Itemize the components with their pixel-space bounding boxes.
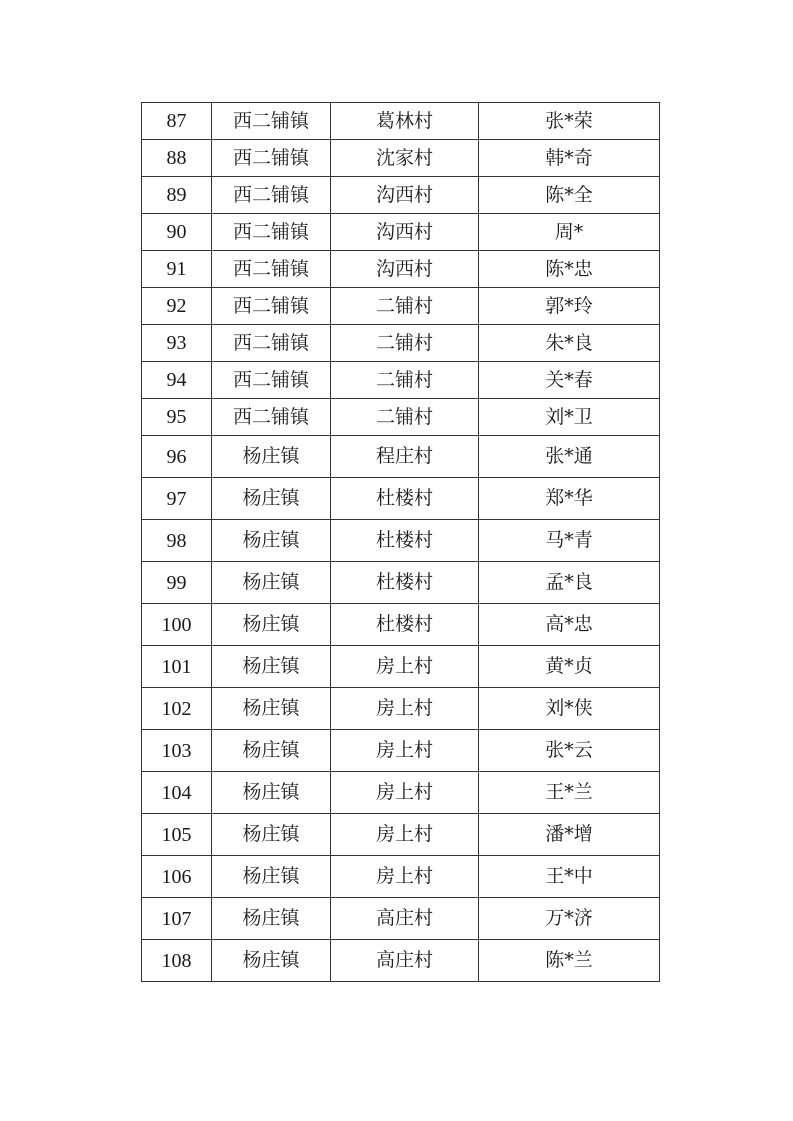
row-number: 99: [142, 562, 212, 604]
town-cell: 西二铺镇: [212, 362, 331, 399]
town-cell: 杨庄镇: [212, 562, 331, 604]
row-number: 105: [142, 814, 212, 856]
town-cell: 西二铺镇: [212, 214, 331, 251]
village-cell: 房上村: [331, 688, 479, 730]
table-row: [142, 478, 660, 520]
town-cell: 杨庄镇: [212, 730, 331, 772]
table-row: [142, 730, 660, 772]
table-row: [142, 814, 660, 856]
row-number: 98: [142, 520, 212, 562]
table-row: [142, 325, 660, 362]
town-cell: 杨庄镇: [212, 814, 331, 856]
row-number: 90: [142, 214, 212, 251]
table-row: [142, 362, 660, 399]
town-cell: 杨庄镇: [212, 940, 331, 982]
row-number: 108: [142, 940, 212, 982]
village-cell: 杜楼村: [331, 478, 479, 520]
village-cell: 沟西村: [331, 177, 479, 214]
village-cell: 二铺村: [331, 362, 479, 399]
village-cell: 高庄村: [331, 898, 479, 940]
village-cell: 房上村: [331, 856, 479, 898]
name-cell: 孟*良: [479, 562, 660, 604]
village-cell: 杜楼村: [331, 562, 479, 604]
row-number: 106: [142, 856, 212, 898]
name-cell: 潘*增: [479, 814, 660, 856]
town-cell: 西二铺镇: [212, 399, 331, 436]
town-cell: 西二铺镇: [212, 251, 331, 288]
name-cell: 张*云: [479, 730, 660, 772]
name-cell: 陈*全: [479, 177, 660, 214]
village-cell: 沟西村: [331, 214, 479, 251]
name-cell: 黄*贞: [479, 646, 660, 688]
village-cell: 程庄村: [331, 436, 479, 478]
name-cell: 郭*玲: [479, 288, 660, 325]
village-cell: 二铺村: [331, 399, 479, 436]
village-cell: 杜楼村: [331, 604, 479, 646]
table-row: [142, 646, 660, 688]
village-cell: 房上村: [331, 646, 479, 688]
roster-table: [141, 102, 660, 982]
table-row: [142, 772, 660, 814]
name-cell: 刘*卫: [479, 399, 660, 436]
table-row: [142, 604, 660, 646]
town-cell: 杨庄镇: [212, 856, 331, 898]
table-row: [142, 177, 660, 214]
row-number: 102: [142, 688, 212, 730]
table-row: [142, 898, 660, 940]
row-number: 96: [142, 436, 212, 478]
row-number: 89: [142, 177, 212, 214]
table-row: [142, 856, 660, 898]
town-cell: 西二铺镇: [212, 288, 331, 325]
name-cell: 王*中: [479, 856, 660, 898]
name-cell: 陈*忠: [479, 251, 660, 288]
town-cell: 杨庄镇: [212, 772, 331, 814]
village-cell: 房上村: [331, 814, 479, 856]
name-cell: 张*荣: [479, 103, 660, 140]
name-cell: 周*: [479, 214, 660, 251]
name-cell: 万*济: [479, 898, 660, 940]
table-row: [142, 520, 660, 562]
table-row: [142, 103, 660, 140]
row-number: 107: [142, 898, 212, 940]
table-row: [142, 140, 660, 177]
table-row: [142, 688, 660, 730]
row-number: 101: [142, 646, 212, 688]
town-cell: 杨庄镇: [212, 688, 331, 730]
row-number: 97: [142, 478, 212, 520]
table-row: [142, 940, 660, 982]
name-cell: 朱*良: [479, 325, 660, 362]
village-cell: 沟西村: [331, 251, 479, 288]
table-row: [142, 214, 660, 251]
town-cell: 西二铺镇: [212, 177, 331, 214]
row-number: 103: [142, 730, 212, 772]
village-cell: 二铺村: [331, 288, 479, 325]
village-cell: 葛林村: [331, 103, 479, 140]
town-cell: 西二铺镇: [212, 103, 331, 140]
town-cell: 杨庄镇: [212, 604, 331, 646]
village-cell: 高庄村: [331, 940, 479, 982]
town-cell: 杨庄镇: [212, 898, 331, 940]
table-row: [142, 562, 660, 604]
name-cell: 关*春: [479, 362, 660, 399]
row-number: 100: [142, 604, 212, 646]
row-number: 92: [142, 288, 212, 325]
row-number: 93: [142, 325, 212, 362]
name-cell: 张*通: [479, 436, 660, 478]
table-row: [142, 251, 660, 288]
village-cell: 房上村: [331, 772, 479, 814]
village-cell: 房上村: [331, 730, 479, 772]
town-cell: 杨庄镇: [212, 478, 331, 520]
row-number: 91: [142, 251, 212, 288]
town-cell: 西二铺镇: [212, 140, 331, 177]
name-cell: 高*忠: [479, 604, 660, 646]
village-cell: 二铺村: [331, 325, 479, 362]
row-number: 94: [142, 362, 212, 399]
row-number: 95: [142, 399, 212, 436]
town-cell: 西二铺镇: [212, 325, 331, 362]
name-cell: 王*兰: [479, 772, 660, 814]
name-cell: 韩*奇: [479, 140, 660, 177]
town-cell: 杨庄镇: [212, 646, 331, 688]
name-cell: 刘*侠: [479, 688, 660, 730]
table-row: [142, 399, 660, 436]
town-cell: 杨庄镇: [212, 436, 331, 478]
town-cell: 杨庄镇: [212, 520, 331, 562]
table-row: [142, 288, 660, 325]
village-cell: 杜楼村: [331, 520, 479, 562]
table-row: [142, 436, 660, 478]
name-cell: 郑*华: [479, 478, 660, 520]
village-cell: 沈家村: [331, 140, 479, 177]
row-number: 88: [142, 140, 212, 177]
name-cell: 马*青: [479, 520, 660, 562]
row-number: 87: [142, 103, 212, 140]
name-cell: 陈*兰: [479, 940, 660, 982]
row-number: 104: [142, 772, 212, 814]
